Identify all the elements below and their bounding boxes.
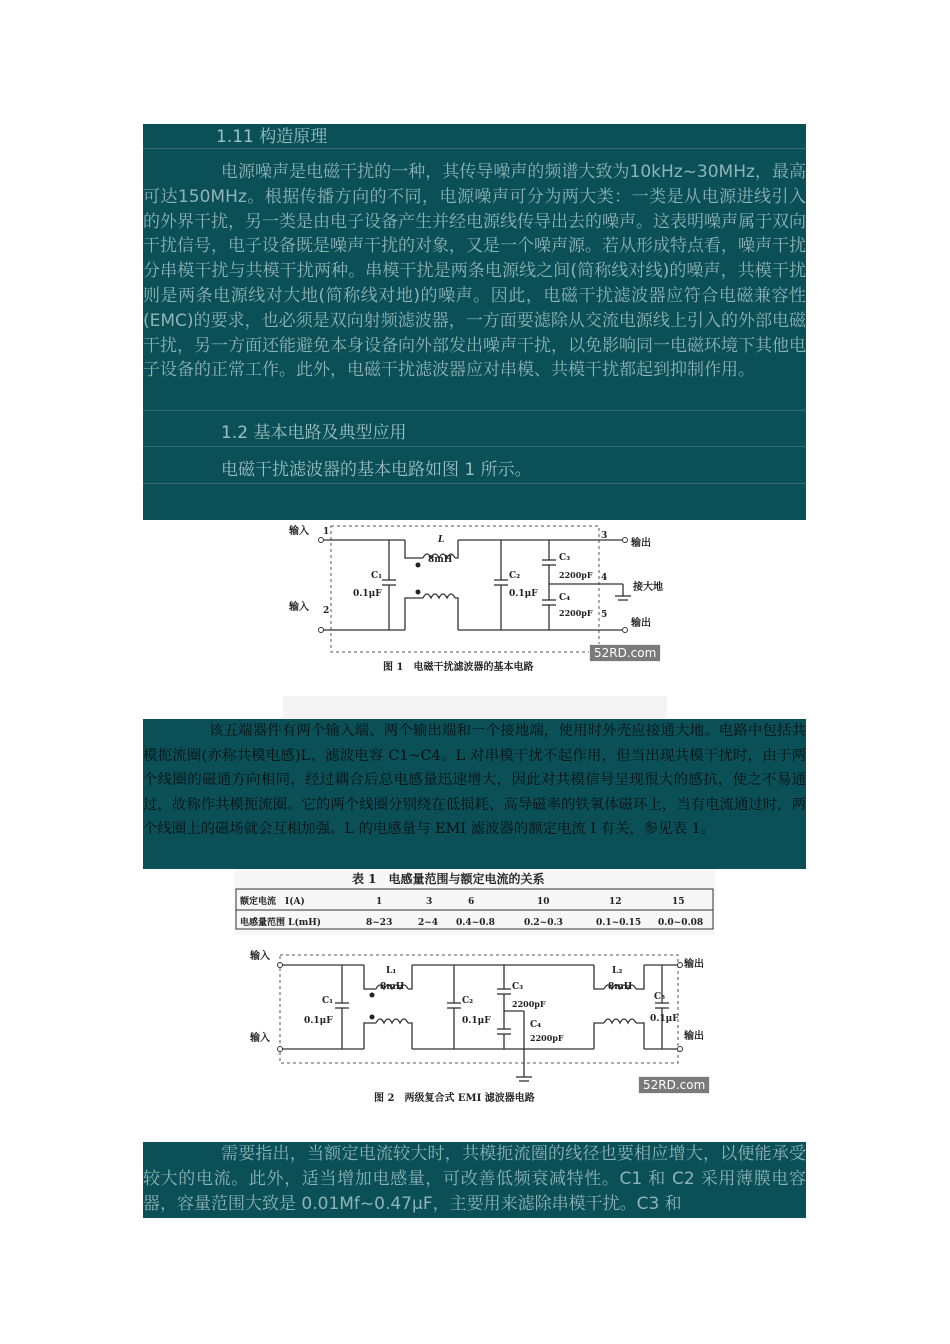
fig1-c2-value: 0.1μF <box>509 589 538 599</box>
fig2-output-label-bottom: 输出 <box>684 1031 704 1042</box>
fig2-caption: 图 2 两级复合式 EMI 滤波器电路 <box>374 1093 535 1104</box>
table1-inductance-3: 0.4~0.8 <box>456 918 495 928</box>
figure-1-circuit <box>283 520 667 718</box>
fig1-l-name: L <box>438 535 445 545</box>
fig1-input-label-top: 输入 <box>289 526 309 537</box>
section-1-2-intro: 电磁干扰滤波器的基本电路如图 1 所示。 <box>221 460 532 480</box>
fig1-pin-5: 5 <box>601 610 608 620</box>
fig1-pin-2: 2 <box>323 606 330 616</box>
divider <box>143 148 806 149</box>
table1-inductance-4: 0.2~0.3 <box>524 918 563 928</box>
figure-2 <box>234 869 715 1114</box>
fig1-caption: 图 1 电磁干扰滤波器的基本电路 <box>383 662 534 673</box>
fig1-pin-1: 1 <box>323 527 330 537</box>
divider <box>143 483 806 484</box>
section-heading-1-11: 1.11 构造原理 <box>216 127 328 147</box>
fig2-c2-name: C₂ <box>462 996 474 1006</box>
table1-inductance-2: 2~4 <box>418 918 439 928</box>
fig1-output-label-bottom: 输出 <box>631 618 651 629</box>
fig2-watermark: 52RD.com <box>638 1076 710 1094</box>
fig1-pin-4: 4 <box>601 573 608 583</box>
fig1-c4-name: C₄ <box>559 593 571 603</box>
fig2-c3-name: C₃ <box>512 982 524 992</box>
fig1-c3-name: C₃ <box>559 553 571 563</box>
fig1-c1-value: 0.1μF <box>353 589 382 599</box>
fig2-l2-name: L₂ <box>612 966 623 976</box>
text-band-bottom <box>143 1142 806 1218</box>
table1-current-6: 15 <box>672 897 685 907</box>
fig2-c4-name: C₄ <box>530 1020 542 1030</box>
fig2-l1-value: 8mH <box>380 982 405 992</box>
fig1-input-label-bottom: 输入 <box>289 602 309 613</box>
fig2-output-label-top: 输出 <box>684 959 704 970</box>
table1-inductance-6: 0.0~0.08 <box>658 918 704 928</box>
table1-current-4: 10 <box>537 897 550 907</box>
fig2-l1-name: L₁ <box>386 966 397 976</box>
table1-row1-header: 额定电流 I(A) <box>240 897 305 907</box>
fig2-input-label-bottom: 输入 <box>250 1033 270 1044</box>
table1-current-3: 6 <box>468 897 475 907</box>
table1-current-2: 3 <box>426 897 433 907</box>
fig1-watermark: 52RD.com <box>589 644 661 662</box>
fig2-c2-value: 0.1μF <box>462 1016 491 1026</box>
text-band-top <box>143 124 806 520</box>
fig2-c1-name: C₁ <box>322 996 334 1006</box>
fig1-c4-value: 2200pF <box>559 608 593 618</box>
section-filter-description: 该五端器件有两个输入端、两个输出端和一个接地端，使用时外壳应接通大地。电路中包括共模扼流圈(亦称共模电感)L、滤波电容 C1~C4。L 对串模干扰不起作用，但当出现共模干扰时，由于两个线圈的磁通方向相同，经过耦合后总电感量迅速增大，因此对共模信号呈现很大的感抗，使之不易通过，故称作共模扼流圈。它的两个线圈分别绕在低损耗、高导磁率的铁氧体磁环上，当有电流通过时，两个线圈上的磁场就会互相加强。L 的电感量与 EMI 滤波器的额定电流 I 有关，参见表 1。 <box>143 723 806 838</box>
table1-current-1: 1 <box>376 897 383 907</box>
fig1-ground-label: 接大地 <box>633 582 663 593</box>
divider <box>143 410 806 411</box>
fig1-output-label-top: 输出 <box>631 538 651 549</box>
table1-row2-header: 电感量范围 L(mH) <box>240 918 322 928</box>
section-capacitor-notes: 需要指出，当额定电流较大时，共模扼流圈的线径也要相应增大，以便能承受较大的电流。此外，适当增加电感量，可改善低频衰减特性。C1 和 C2 采用薄膜电容器，容量范围大致是 0.01Mf~0.47μF，主要用来滤除串模干扰。C3 和 <box>143 1144 806 1214</box>
fig2-c5-name: C₅ <box>654 992 666 1002</box>
table1-inductance-1: 8~23 <box>366 918 393 928</box>
table1-title: 表 1 电感量范围与额定电流的关系 <box>352 872 545 886</box>
fig1-c1-name: C₁ <box>371 571 383 581</box>
fig2-input-label-top: 输入 <box>250 951 270 962</box>
divider <box>143 446 806 447</box>
table1-inductance-5: 0.1~0.15 <box>596 918 642 928</box>
section-1-11-paragraph: 电源噪声是电磁干扰的一种，其传导噪声的频谱大致为10kHz~30MHz，最高可达150MHz。根据传播方向的不同，电源噪声可分为两大类：一类是从电源进线引入的外界干扰，另一类是由电子设备产生并经电源线传导出去的噪声。这表明噪声属于双向干扰信号，电子设备既是噪声干扰的对象，又是一个噪声源。若从形成特点看，噪声干扰分串模干扰与共模干扰两种。串模干扰是两条电源线之间(简称线对线)的噪声，共模干扰则是两条电源线对大地(简称线对地)的噪声。因此，电磁干扰滤波器应符合电磁兼容性(EMC)的要求，也必须是双向射频滤波器，一方面要滤除从交流电源线上引入的外部电磁干扰，另一方面还能避免本身设备向外部发出噪声干扰，以免影响同一电磁环境下其他电子设备的正常工作。此外，电磁干扰滤波器应对串模、共模干扰都起到抑制作用。 <box>143 162 806 381</box>
table1-current-5: 12 <box>609 897 622 907</box>
section-heading-1-2: 1.2 基本电路及典型应用 <box>221 423 407 443</box>
fig1-c3-value: 2200pF <box>559 570 593 580</box>
fig2-c3-value: 2200pF <box>512 999 546 1009</box>
text-band-middle <box>143 719 806 869</box>
fig2-c4-value: 2200pF <box>530 1033 564 1043</box>
figure-1 <box>283 520 667 718</box>
fig1-pin-3: 3 <box>601 531 608 541</box>
fig1-l-value: 8mH <box>428 555 453 565</box>
fig2-c1-value: 0.1μF <box>304 1016 333 1026</box>
fig2-l2-value: 8mH <box>608 982 633 992</box>
fig2-c5-value: 0.1μF <box>650 1014 679 1024</box>
fig1-c2-name: C₂ <box>509 571 521 581</box>
